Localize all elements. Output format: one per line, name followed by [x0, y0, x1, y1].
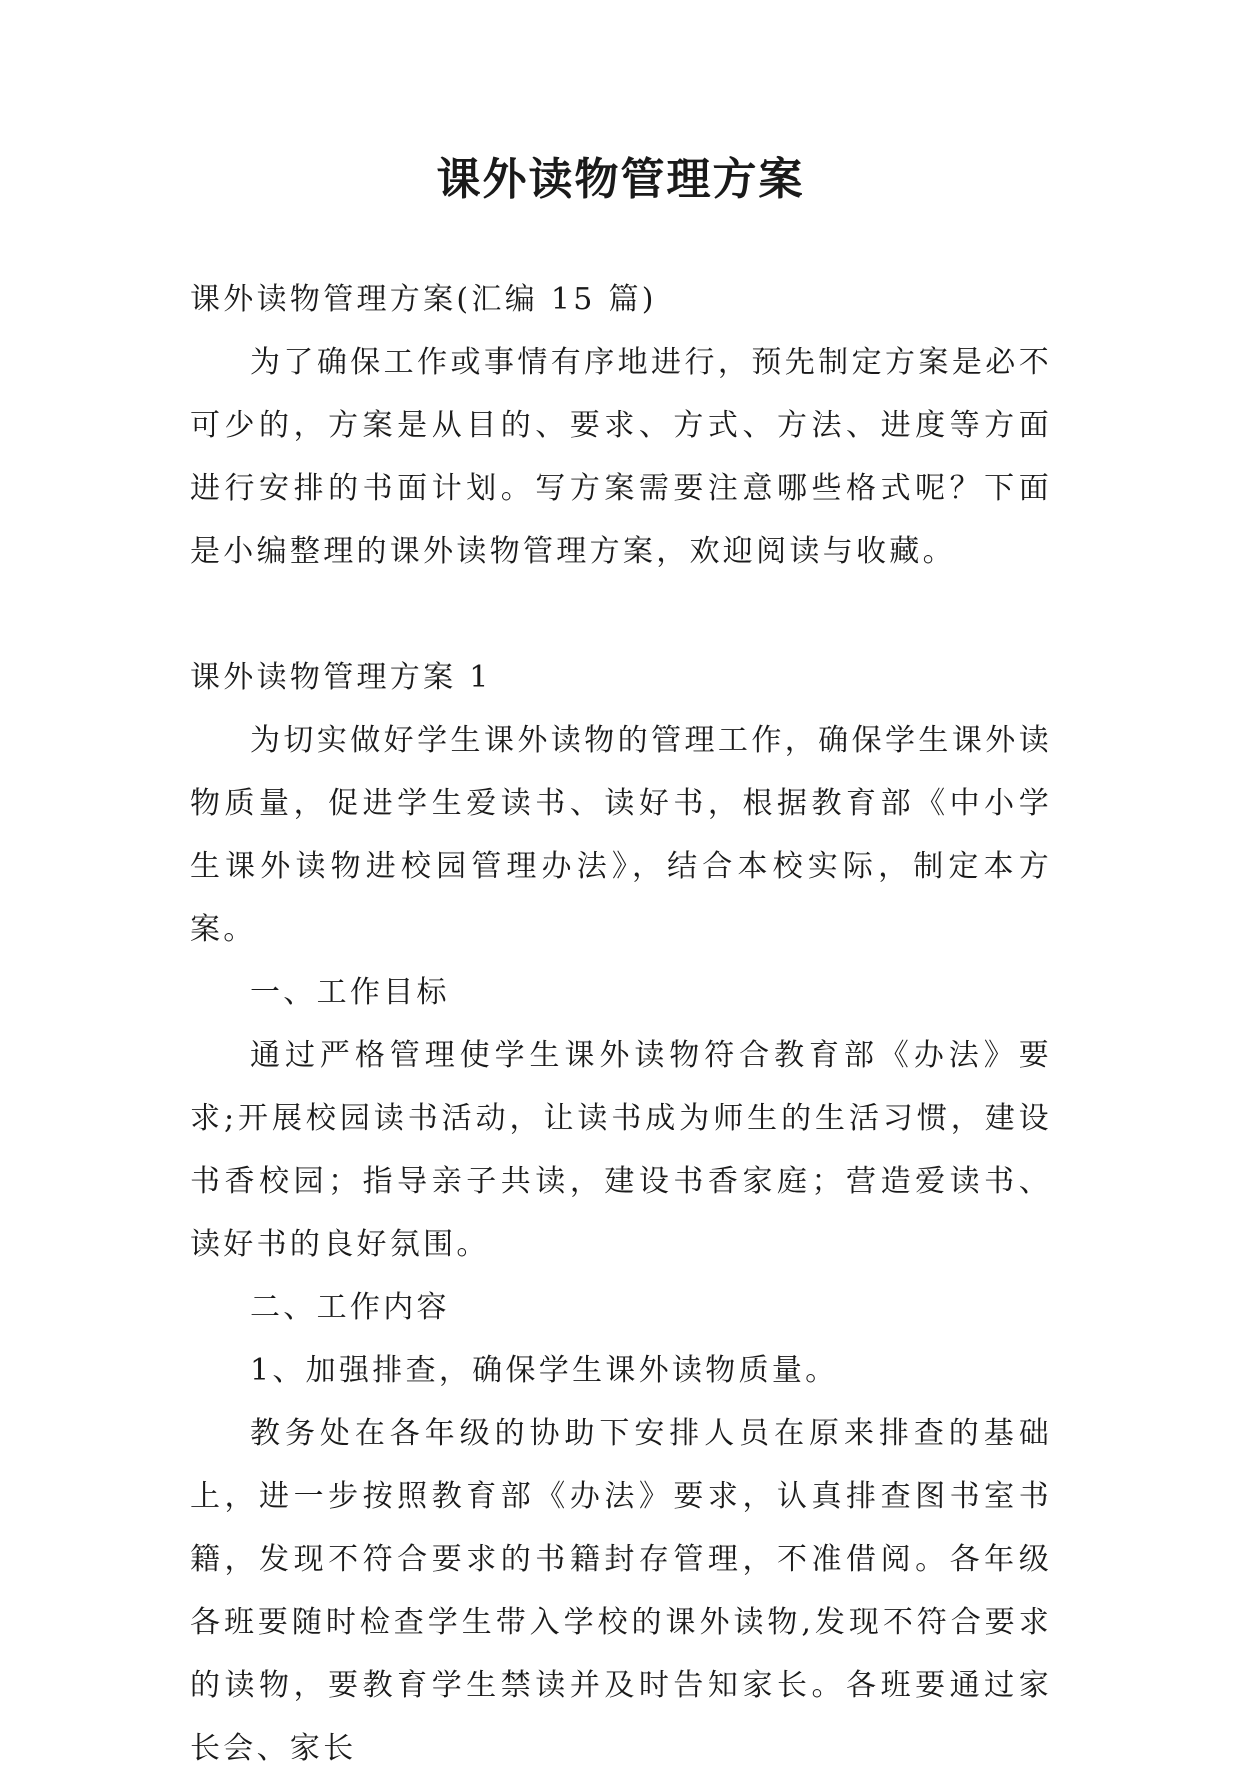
collection-heading: 课外读物管理方案(汇编 15 篇): [190, 282, 657, 317]
subsection-heading: 二、工作内容: [250, 1290, 450, 1325]
body-paragraph: 教务处在各年级的协助下安排人员在原来排查的基础上，进一步按照教育部《办法》要求，认真排查图书室书籍，发现不符合要求的书籍封存管理，不准借阅。各年级各班要随时检查学生带入学校的课外读物,发现不符合要求的读物，要教育学生禁读并及时告知家长。各班要通过家长会、家长: [190, 1416, 1052, 1766]
list-item: 1、加强排查，确保学生课外读物质量。: [250, 1353, 839, 1388]
section-heading: 课外读物管理方案 1: [190, 660, 492, 695]
document-title: 课外读物管理方案: [436, 154, 805, 205]
intro-paragraph: 为了确保工作或事情有序地进行，预先制定方案是必不可少的，方案是从目的、要求、方式、方法、进度等方面进行安排的书面计划。写方案需要注意哪些格式呢？下面是小编整理的课外读物管理方案，欢迎阅读与收藏。: [190, 345, 1052, 569]
subsection-heading: 一、工作目标: [250, 975, 450, 1010]
body-paragraph: 通过严格管理使学生课外读物符合教育部《办法》要求;开展校园读书活动，让读书成为师生的生活习惯，建设书香校园；指导亲子共读，建设书香家庭；营造爱读书、读好书的良好氛围。: [190, 1038, 1052, 1262]
document-body: [190, 268, 1052, 1780]
body-paragraph: 为切实做好学生课外读物的管理工作，确保学生课外读物质量，促进学生爱读书、读好书，根据教育部《中小学生课外读物进校园管理办法》，结合本校实际，制定本方案。: [190, 723, 1052, 947]
